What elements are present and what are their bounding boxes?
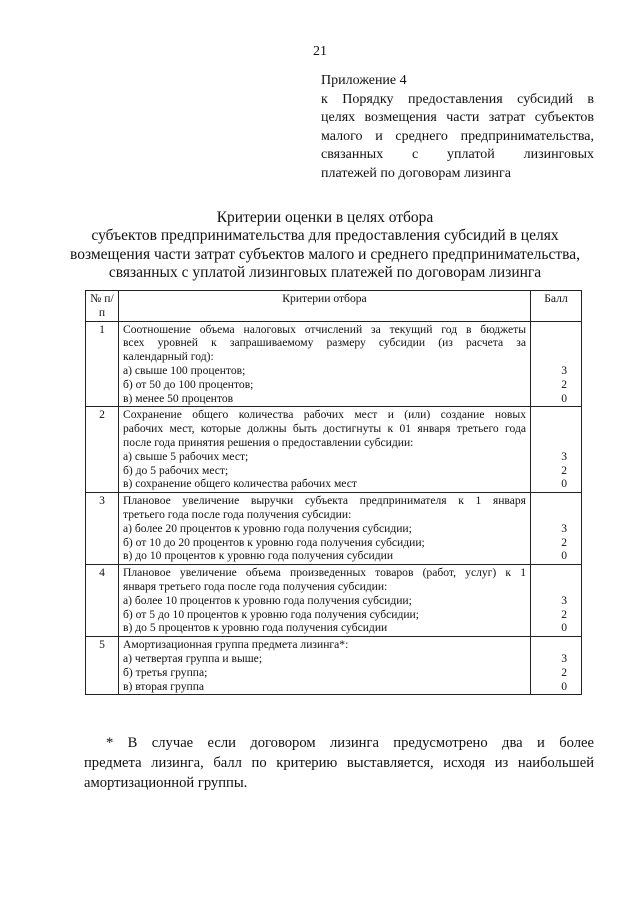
criterion-line: Сохранение общего количества рабочих мест и (или) создание новых xyxy=(123,408,526,422)
criterion-description xyxy=(123,638,526,652)
score-value: 2 xyxy=(561,535,567,549)
criterion-option: б) от 5 до 10 процентов к уровню года получения субсидии; xyxy=(123,607,419,621)
appendix-line: малого и среднего предпринимательства, xyxy=(321,128,594,144)
score-value: 3 xyxy=(561,449,567,463)
title-line: субъектов предпринимательства для предоставления субсидий в целях xyxy=(91,227,559,245)
criterion-option: в) сохранение общего количества рабочих мест xyxy=(123,477,357,491)
criterion-option: а) более 20 процентов к уровню года получения субсидии; xyxy=(123,521,412,535)
score-cell xyxy=(531,493,582,565)
criterion-line: третьего года после года получения субсидии: xyxy=(123,507,352,521)
criterion-option: б) от 10 до 20 процентов к уровню года получения субсидии; xyxy=(123,535,425,549)
appendix-block xyxy=(321,72,594,184)
criterion-line: всех уровней к запрашиваемому размеру субсидии (из расчета за xyxy=(123,336,526,350)
footnote-line: предмета лизинга, балл по критерию выставляется, исходя из наибольшей xyxy=(84,755,594,771)
table-row xyxy=(86,407,582,493)
appendix-line: целях возмещения части затрат субъектов xyxy=(321,110,594,126)
score-value: 3 xyxy=(561,521,567,535)
score-value: 0 xyxy=(561,679,567,693)
row-number: 5 xyxy=(86,637,119,695)
criterion-description xyxy=(123,566,526,594)
criterion-cell xyxy=(119,407,531,493)
criteria-table xyxy=(85,290,582,695)
score-cell xyxy=(531,637,582,695)
criterion-cell xyxy=(119,565,531,637)
score-value: 2 xyxy=(561,463,567,477)
criterion-option: а) более 10 процентов к уровню года получения субсидии; xyxy=(123,593,412,607)
score-value: 0 xyxy=(561,391,567,405)
table-row xyxy=(86,565,582,637)
criterion-line: Соотношение объема налоговых отчислений за текущий год в бюджеты xyxy=(123,322,526,336)
criterion-option: а) свыше 5 рабочих мест; xyxy=(123,449,249,463)
score-value: 2 xyxy=(561,377,567,391)
criterion-line: января третьего года после года получения субсидии: xyxy=(123,579,388,593)
table-row xyxy=(86,321,582,407)
document-title xyxy=(60,209,590,283)
footnote-line: * В случае если договором лизинга предусмотрено два и более xyxy=(106,735,594,751)
appendix-title: Приложение 4 xyxy=(321,73,407,88)
criterion-line: календарный год): xyxy=(123,350,214,364)
score-value: 2 xyxy=(561,607,567,621)
score-value: 0 xyxy=(561,549,567,563)
criterion-line: Плановое увеличение выручки субъекта предпринимателя к 1 января xyxy=(123,494,526,508)
appendix-line: платежей по договорам лизинга xyxy=(321,165,511,181)
criterion-cell xyxy=(119,493,531,565)
criterion-description xyxy=(123,408,526,449)
page-number: 21 xyxy=(313,44,327,59)
row-number: 2 xyxy=(86,407,119,493)
footnote-line: амортизационной группы. xyxy=(84,775,248,791)
criterion-option: в) до 5 процентов к уровню года получения субсидии xyxy=(123,621,388,635)
criterion-line: Плановое увеличение объема произведенных товаров (работ, услуг) к 1 xyxy=(123,566,526,580)
appendix-line: связанных с уплатой лизинговых xyxy=(321,147,594,163)
criterion-line: после года принятия решения о предоставлении субсидии: xyxy=(123,435,414,449)
score-cell xyxy=(531,565,582,637)
criterion-description xyxy=(123,494,526,522)
row-number: 3 xyxy=(86,493,119,565)
score-value: 0 xyxy=(561,477,567,491)
criterion-cell xyxy=(119,637,531,695)
score-value: 2 xyxy=(561,665,567,679)
header-num: № п/п xyxy=(86,291,119,322)
row-number: 1 xyxy=(86,321,119,407)
header-score: Балл xyxy=(531,291,582,322)
score-value: 0 xyxy=(561,621,567,635)
criterion-option: б) до 5 рабочих мест; xyxy=(123,463,229,477)
criterion-line: рабочих мест, которые должны быть достигнуты к 01 января третьего года xyxy=(123,422,526,436)
title-line: связанных с уплатой лизинговых платежей по договорам лизинга xyxy=(108,264,542,282)
footnote xyxy=(84,733,594,793)
header-criteria: Критерии отбора xyxy=(119,291,531,322)
table-header-row xyxy=(86,291,582,322)
criterion-option: в) менее 50 процентов xyxy=(123,391,234,405)
appendix-reference xyxy=(321,91,594,184)
criterion-option: б) от 50 до 100 процентов; xyxy=(123,377,254,391)
score-cell xyxy=(531,407,582,493)
criterion-option: а) четвертая группа и выше; xyxy=(123,651,263,665)
criterion-option: в) до 10 процентов к уровню года получения субсидии xyxy=(123,549,394,563)
score-value: 3 xyxy=(561,363,567,377)
title-line: возмещения части затрат субъектов малого и среднего предпринимательства, xyxy=(70,245,580,263)
criterion-option: б) третья группа; xyxy=(123,665,208,679)
criterion-option: а) свыше 100 процентов; xyxy=(123,363,246,377)
criterion-description xyxy=(123,323,526,364)
table-row xyxy=(86,493,582,565)
title-line: Критерии оценки в целях отбора xyxy=(216,209,434,226)
criterion-cell xyxy=(119,321,531,407)
criterion-option: в) вторая группа xyxy=(123,679,205,693)
score-cell xyxy=(531,321,582,407)
row-number: 4 xyxy=(86,565,119,637)
criterion-line: Амортизационная группа предмета лизинга*: xyxy=(123,638,349,652)
table-row xyxy=(86,637,582,695)
score-value: 3 xyxy=(561,651,567,665)
appendix-line: к Порядку предоставления субсидий в xyxy=(321,91,594,107)
score-value: 3 xyxy=(561,593,567,607)
